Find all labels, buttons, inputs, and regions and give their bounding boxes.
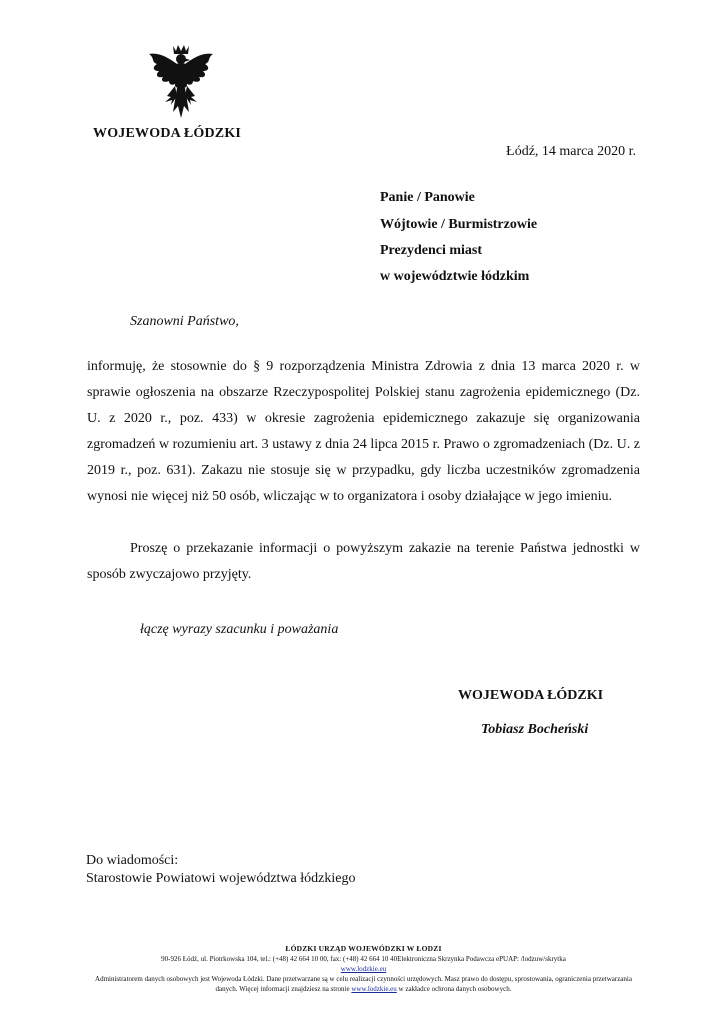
footer-privacy-text-end: w zakładce ochrona danych osobowych. — [398, 985, 512, 993]
addressee-line-4: w województwie łódzkim — [380, 269, 530, 284]
letter-date: Łódź, 14 marca 2020 r. — [506, 144, 636, 159]
body-paragraph-2: Proszę o przekazanie informacji o powyższym zakazie na terenie Państwa jednostki w sposób zwyczajowo przyjęty. — [87, 541, 640, 582]
eagle-emblem-icon — [147, 42, 215, 120]
letterhead-footer — [87, 944, 640, 994]
addressee-line-3: Prezydenci miast — [380, 243, 482, 258]
footer-privacy-note — [87, 974, 640, 994]
body-paragraph-1: informuję, że stosownie do § 9 rozporządzenia Ministra Zdrowia z dnia 13 marca 2020 r. w sprawie ogłoszenia na obszarze Rzeczypospolitej Polskiej stanu zagrożenia epidemicznego (Dz. U. z 2020 r., poz. 433) w okresie zagrożenia epidemicznego zakazuje się organizowania zgromadzeń w rozumieniu art. 3 ustawy z dnia 24 lipca 2015 r. Prawo o zgromadzeniach (Dz. U. z 2019 r., poz. 631). Zakazu nie stosuje się w przypadku, gdy liczba uczestników zgromadzenia wynosi nie więcej niż 50 osób, wliczając w to organizatora i osoby działające w jego imieniu. — [87, 359, 640, 504]
footer-website-link[interactable]: www.lodzkie.eu — [340, 965, 387, 973]
footer-contact: 90-926 Łódź, ul. Piotrkowska 104, tel.: (+48) 42 664 10 00, fax: (+48) 42 664 10 40Elektroniczna Skrzynka Podawcza ePUAP: /lodzuw/skrytka — [161, 955, 566, 963]
signature-title: WOJEWODA ŁÓDZKI — [458, 688, 604, 703]
closing-phrase: łączę wyrazy szacunku i poważania — [140, 622, 339, 637]
addressee-line-2: Wójtowie / Burmistrzowie — [380, 217, 538, 232]
footer-privacy-text: Administratorem danych osobowych jest Wojewoda Łódzki. Dane przetwarzane są w celu realizacji czynności urzędowych. Masz prawo do dostępu, sprostowania, ograniczenia przetwarzania danych. Więcej informacji znajdziesz na stronie — [95, 975, 632, 993]
salutation: Szanowni Państwo, — [130, 314, 239, 329]
issuer-heading: WOJEWODA ŁÓDZKI — [93, 126, 242, 141]
distribution-label: Do wiadomości: — [86, 853, 179, 868]
signature-name: Tobiasz Bocheński — [481, 722, 589, 737]
footer-office-name: ŁÓDZKI URZĄD WOJEWÓDZKI W ŁODZI — [285, 944, 442, 953]
footer-privacy-link[interactable]: www.lodzkie.eu — [351, 985, 397, 993]
addressee-line-1: Panie / Panowie — [380, 190, 475, 205]
distribution-recipient: Starostowie Powiatowi województwa łódzkiego — [86, 871, 356, 886]
